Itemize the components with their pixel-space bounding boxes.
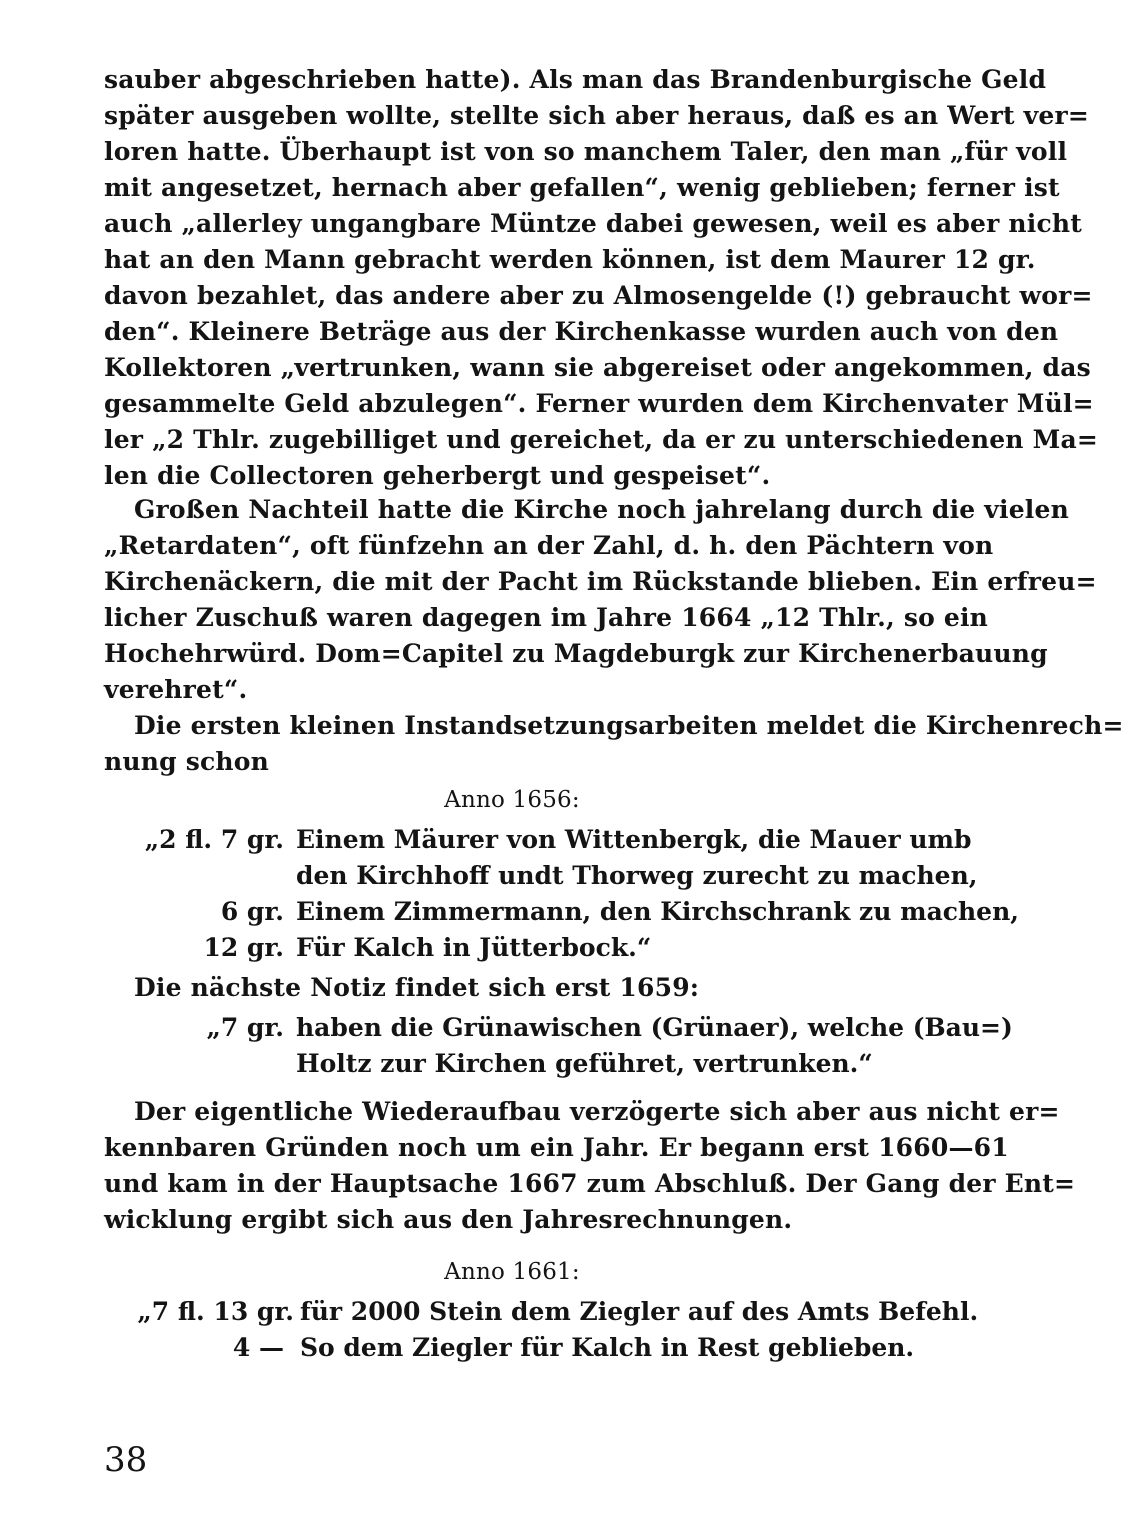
page-number: 38 (104, 1440, 148, 1480)
entry-text: Einem Zimmermann, den Kirchschrank zu machen, (296, 897, 1019, 926)
text-line: Die nächste Notiz findet sich erst 1659: (134, 973, 700, 1002)
text-line: Kollektoren „vertrunken, wann sie abgereiset oder angekommen, das (104, 353, 1091, 382)
text-line: Der eigentliche Wiederaufbau verzögerte sich aber aus nicht er= (134, 1097, 1060, 1126)
entry-text: Holtz zur Kirchen geführet, vertrunken.“ (296, 1049, 873, 1078)
text-line: licher Zuschuß waren dagegen im Jahre 1664 „12 Thlr., so ein (104, 603, 989, 632)
text-line: mit angesetzet, hernach aber gefallen“, wenig geblieben; ferner ist (104, 173, 1060, 202)
entry-amount: 12 gr. (203, 933, 284, 962)
text-line: und kam in der Hauptsache 1667 zum Abschluß. Der Gang der Ent= (104, 1169, 1076, 1198)
text-line: gesammelte Geld abzulegen“. Ferner wurden dem Kirchenvater Mül= (104, 389, 1094, 418)
text-line: kennbaren Gründen noch um ein Jahr. Er begann erst 1660—61 (104, 1133, 1009, 1162)
text-line: ler „2 Thlr. zugebilliget und gereichet, da er zu unterschiedenen Ma= (104, 425, 1098, 454)
entry-amount: 4 — (232, 1333, 284, 1362)
section-heading: Anno 1661: (444, 1259, 580, 1285)
entry-text: für 2000 Stein dem Ziegler auf des Amts Befehl. (300, 1297, 979, 1326)
text-line: wicklung ergibt sich aus den Jahresrechnungen. (104, 1205, 793, 1234)
text-line: hat an den Mann gebracht werden können, ist dem Maurer 12 gr. (104, 245, 1036, 274)
entry-text: Einem Mäurer von Wittenbergk, die Mauer umb (296, 825, 972, 854)
text-line: nung schon (104, 747, 270, 776)
text-line: verehret“. (104, 675, 248, 704)
entry-amount: 6 gr. (220, 897, 284, 926)
text-line: Kirchenäckern, die mit der Pacht im Rückstande blieben. Ein erfreu= (104, 567, 1097, 596)
entry-amount: „7 gr. (206, 1013, 284, 1042)
entry-text: Für Kalch in Jütterbock.“ (296, 933, 652, 962)
text-line: len die Collectoren geherbergt und gespeiset“. (104, 461, 771, 490)
entry-text: haben die Grünawischen (Grünaer), welche (Bau=) (296, 1013, 1013, 1042)
entry-amount: „7 fl. 13 gr. (137, 1297, 294, 1326)
text-line: Die ersten kleinen Instandsetzungsarbeiten meldet die Kirchenrech= (134, 711, 1124, 740)
entry-text: So dem Ziegler für Kalch in Rest geblieben. (300, 1333, 915, 1362)
text-line: auch „allerley ungangbare Müntze dabei gewesen, weil es aber nicht (104, 209, 1083, 238)
text-line: sauber abgeschrieben hatte). Als man das Brandenburgische Geld (104, 65, 1047, 94)
text-line: später ausgeben wollte, stellte sich aber heraus, daß es an Wert ver= (104, 101, 1090, 130)
text-line: loren hatte. Überhaupt ist von so manchem Taler, den man „für voll (104, 137, 1068, 166)
text-line: Großen Nachteil hatte die Kirche noch jahrelang durch die vielen (134, 495, 1069, 524)
entry-text: den Kirchhoff undt Thorweg zurecht zu machen, (296, 861, 978, 890)
text-line: den“. Kleinere Beträge aus der Kirchenkasse wurden auch von den (104, 317, 1059, 346)
section-heading: Anno 1656: (444, 787, 580, 813)
entry-amount: „2 fl. 7 gr. (144, 825, 284, 854)
text-line: „Retardaten“, oft fünfzehn an der Zahl, d. h. den Pächtern von (104, 531, 994, 560)
text-line: Hochehrwürd. Dom=Capitel zu Magdeburgk zur Kirchenerbauung (104, 639, 1048, 668)
text-line: davon bezahlet, das andere aber zu Almosengelde (!) gebraucht wor= (104, 281, 1093, 310)
